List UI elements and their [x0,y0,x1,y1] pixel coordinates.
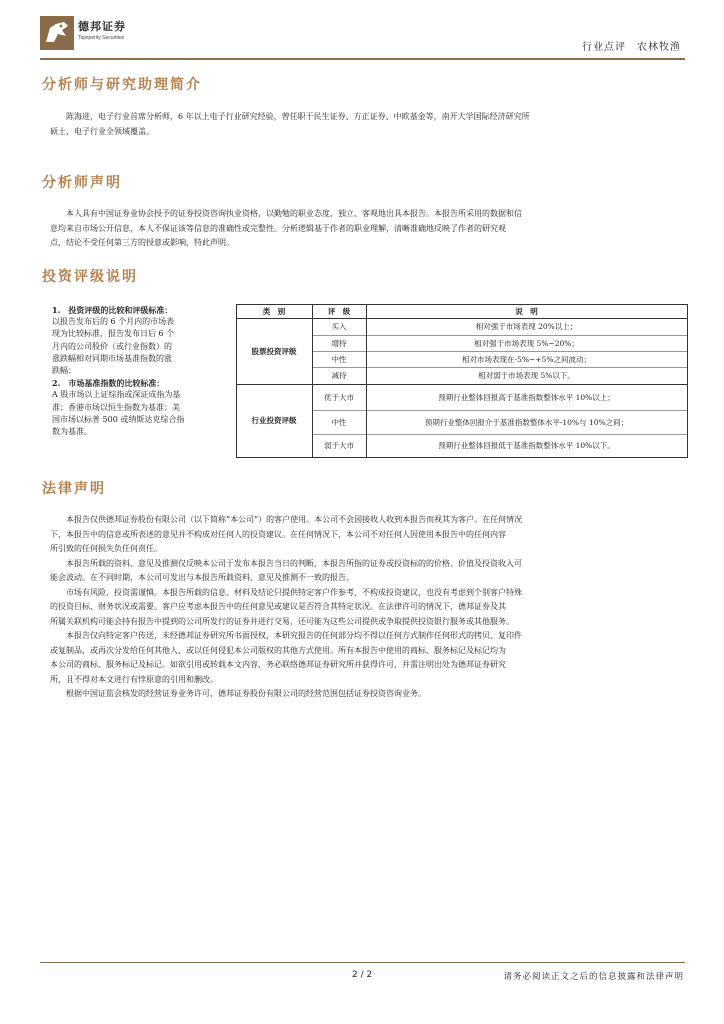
criteria-line: 跌幅； [52,366,76,376]
criteria-heading-2: 2. 市场基准指数的比较标准： [52,378,165,389]
legal-line: 所属关联机构可能会持有报告中提到的公司所发行的证券并进行交易，还可能为这些公司提供或争取提供投资银行服务或其他服务。 [50,616,514,626]
legal-line: 能会波动。在不同时期，本公司可发出与本报告所载资料、意见及推测不一致的报告。 [50,573,354,582]
footer-divider [40,962,685,963]
table-cell-rating: 弱于大市 [324,441,354,450]
header-divider [40,58,685,60]
legal-line: 本报告仅向特定客户传送，未经德邦证券研究所书面授权，本研究报告的任何部分均不得以任何方式制作任何形式的拷贝、复印件 [66,631,522,640]
table-header-rating: 评 级 [327,306,351,316]
criteria-line: 准；香港市场以恒生指数为基准；美 [52,402,180,412]
table-cell-desc: 相对强于市场表现 20%以上； [475,322,578,331]
criteria-line: 现为比较标准，报告发布日后 6 个 [52,329,175,339]
rating-table [236,304,688,458]
table-cell-desc: 预期行业整体回报高于基准指数整体水平 10%以上； [438,392,615,402]
analyst-line: 陈海进，电子行业首席分析师，6 年以上电子行业研究经验，曾任职于民生证券、方正证券、中欧基金等，南开大学国际经济研究所 [66,112,530,121]
industry-rating-category: 行业投资评级 [251,416,297,425]
criteria-line: 涨跌幅相对同期市场基准指数的涨 [52,353,172,363]
statement-line: 息均来自市场公开信息，本人不保证该等信息的准确性或完整性。分析逻辑基于作者的职业理解，清晰准确地反映了作者的研究观 [50,223,506,233]
table-header-category: 类 别 [262,306,286,316]
footer-disclaimer: 请务必阅读正文之后的信息披露和法律声明 [503,972,684,982]
table-cell-desc: 预期行业整体回报介于基准指数整体水平-10%与 10%之间； [424,417,629,427]
table-cell-desc: 相对强于市场表现 5%~20%； [474,338,579,348]
company-logo-icon [40,16,74,50]
page-number: 2 / 2 [352,970,373,980]
statement-line: 点，结论不受任何第三方的授意或影响，特此声明。 [50,238,234,247]
table-cell-rating: 减持 [331,371,347,380]
criteria-line: 以报告发布后的 6 个月内的市场表 [52,317,175,327]
table-cell-desc: 相对市场表现在-5%~+5%之间波动； [462,354,591,364]
analyst-section-title: 分析师与研究助理简介 [42,77,202,93]
table-cell-rating: 中性 [331,417,347,427]
rating-section-title: 投资评级说明 [42,269,138,285]
table-cell-rating: 买入 [331,322,347,331]
statement-section-title: 分析师声明 [42,175,122,191]
analyst-intro [50,110,686,139]
table-cell-desc: 预期行业整体回报低于基准指数整体水平 10%以下。 [438,441,615,450]
page-header [40,14,685,58]
table-cell-desc: 相对弱于市场表现 5%以下。 [478,371,575,380]
legal-line: 本公司的商标、服务标记及标记。如欲引用或转载本文内容，务必联络德邦证券研究所并获得许可，并需注明出处为德邦证券研究 [50,660,506,669]
legal-line: 所，且不得对本文进行有悖原意的引用和删改。 [50,674,218,684]
statement-line: 本人具有中国证券业协会授予的证券投资咨询执业资格，以勤勉的职业态度，独立、客观地出具本报告。本报告所采用的数据和信 [66,209,522,218]
company-name-en: Topsperity Securities [78,35,125,41]
legal-line: 本报告仅供德邦证券股份有限公司（以下简称“本公司”）的客户使用。本公司不会因接收人收到本报告而视其为客户。在任何情况 [66,515,523,524]
legal-section-title: 法律声明 [42,481,106,497]
legal-line: 下，本报告中的信息或所表述的意见并不构成对任何人的投资建议。在任何情况下，本公司不对任何人因使用本报告中的任何内容 [50,529,506,539]
rating-block [50,304,688,458]
analyst-line: 硕士，电子行业全领域覆盖。 [50,126,154,136]
legal-line: 的投资目标、财务状况或需要。客户应考虑本报告中的任何意见或建议是否符合其特定状况。在法律许可的情况下，德邦证券及其 [50,602,506,611]
table-cell-rating: 增持 [331,338,347,348]
legal-line: 市场有风险，投资需谨慎。本报告所载的信息、材料及结论只提供特定客户作参考，不构成投资建议，也没有考虑到个别客户特殊 [66,587,522,597]
legal-line: 或复制品，或再次分发给任何其他人，或以任何侵犯本公司版权的其他方式使用。所有本报告中使用的商标、服务标记及标记均为 [50,645,506,655]
criteria-line: 月内的公司股价（或行业指数）的 [52,341,172,351]
criteria-line: 数为基准。 [52,427,92,437]
legal-statement [50,513,686,702]
criteria-heading-1: 1. 投资评级的比较和评级标准： [52,305,173,315]
company-logo [40,14,160,54]
rating-criteria [52,304,234,438]
legal-line: 根据中国证监会核发的经营证券业务许可，德邦证券股份有限公司的经营范围包括证券投资咨询业务。 [66,689,426,698]
stock-rating-category: 股票投资评级 [251,346,297,356]
company-name: 德邦证券 [78,20,126,33]
criteria-line: 国市场以标普 500 或纳斯达克综合指 [52,414,185,424]
legal-line: 本报告所载的资料、意见及推测仅反映本公司于发布本报告当日的判断，本报告所指的证券或投资标的的价格、价值及投资收入可 [66,558,522,568]
report-type-tag: 行业点评 农林牧渔 [582,42,681,53]
table-header-description: 说 明 [515,306,538,316]
analyst-statement [50,207,686,251]
legal-line: 所引致的任何损失负任何责任。 [50,544,162,553]
table-cell-rating: 中性 [331,354,347,364]
table-cell-rating: 优于大市 [324,392,354,402]
criteria-line: A 股市场以上证综指或深证成指为基 [52,390,181,400]
